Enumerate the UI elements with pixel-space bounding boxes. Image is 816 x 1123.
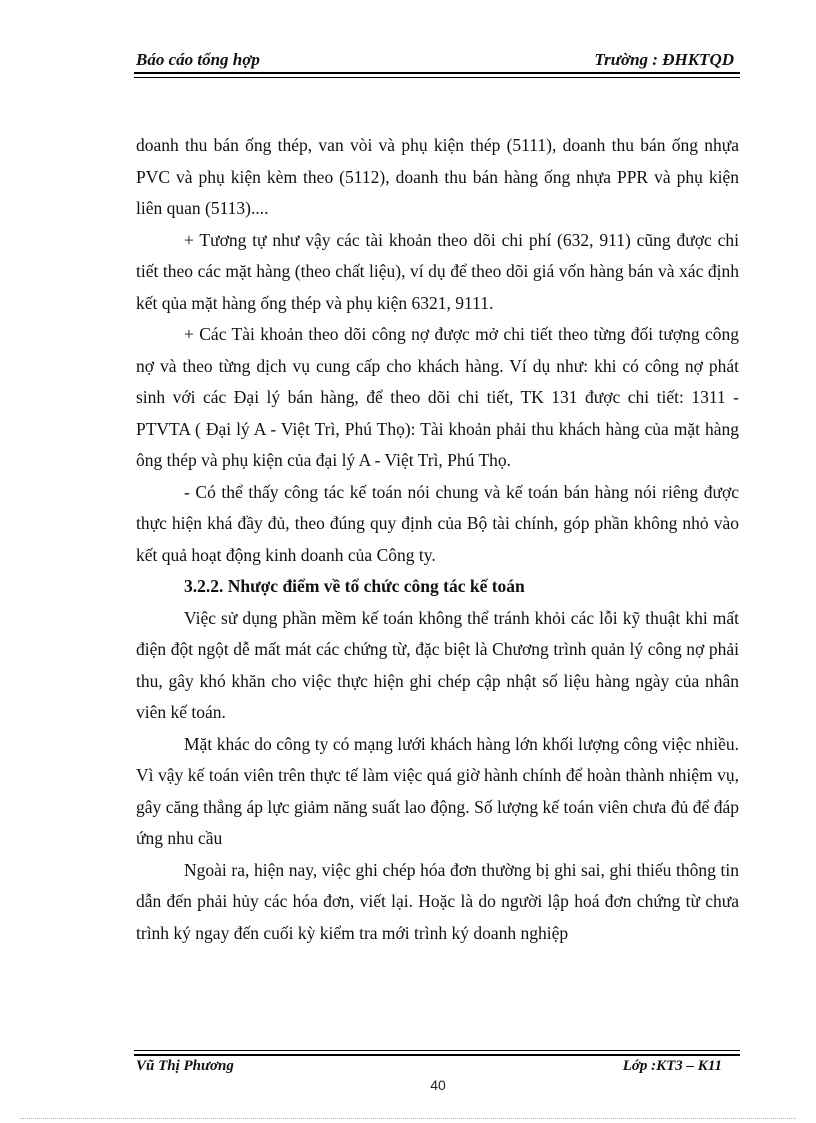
paragraph-summary: - Có thể thấy công tác kế toán nói chung và kế toán bán hàng nói riêng được thực hiện khá đầy đủ, theo đúng quy định của Bộ tài chính, góp phần không nhỏ vào kết quả hoạt động kinh doanh của Công ty. — [136, 481, 739, 565]
header-school: Trường : ĐHKTQD — [594, 50, 734, 69]
header-report-title: Báo cáo tổng hợp — [136, 50, 260, 69]
footer-class: Lớp :KT3 – K11 — [622, 1058, 722, 1074]
paragraph-cost-accounts: + Tương tự như vậy các tài khoản theo dõi chi phí (632, 911) cũng được chi tiết theo các mặt hàng (theo chất liệu), ví dụ để theo dõi giá vốn hàng bán và xác định kết qủa mặt hàng ống thép và phụ kiện 6321, 9111. — [136, 229, 739, 313]
paragraph-software-issues: Việc sử dụng phần mềm kế toán không thể tránh khỏi các lỗi kỹ thuật khi mất điện đột ngột dễ mất mát các chứng từ, đặc biệt là Chương trình quản lý công nợ phải thu, gây khó khăn cho việc thực hiện ghi chép cập nhật số liệu hàng ngày của nhân viên kế toán. — [136, 607, 739, 722]
paragraph-receivable-accounts: + Các Tài khoản theo dõi công nợ được mở chi tiết theo từng đối tượng công nợ và theo từng dịch vụ cung cấp cho khách hàng. Ví dụ như: khi có công nợ phát sinh với các Đại lý bán hàng, để theo dõi chi tiết, TK 131 được chi tiết: 1311 - PTVTA ( Đại lý A - Việt Trì, Phú Thọ): Tài khoản phải thu khách hàng của mặt hàng ông thép và phụ kiện của đại lý A - Việt Trì, Phú Thọ. — [136, 324, 739, 470]
paragraph-invoice-errors: Ngoài ra, hiện nay, việc ghi chép hóa đơn thường bị ghi sai, ghi thiếu thông tin dẫn đến phải hủy các hóa đơn, viết lại. Hoặc là do người lập hoá đơn chứng từ chưa trình ký ngay đến cuối kỳ kiểm tra mới trình ký doanh nghiệp — [136, 859, 739, 943]
footer-author: Vũ Thị Phương — [136, 1058, 234, 1074]
paragraph-workload: Mặt khác do công ty có mạng lưới khách hàng lớn khối lượng công việc nhiều. Vì vậy kế toán viên trên thực tế làm việc quá giờ hành chính để hoàn thành nhiệm vụ, gây căng thẳng áp lực giảm năng suất lao động. Số lượng kế toán viên chưa đủ để đáp ứng nhu cầu — [136, 733, 739, 848]
page-number: 40 — [430, 1077, 446, 1093]
header-rule — [134, 72, 740, 78]
paragraph-continued: doanh thu bán ống thép, van vòi và phụ kiện thép (5111), doanh thu bán ống nhựa PVC và phụ kiện kèm theo (5112), doanh thu bán hàng ống nhựa PPR và phụ kiện liên quan (5113).... — [136, 135, 739, 218]
page-bottom-edge — [20, 1118, 796, 1119]
page-footer — [134, 1056, 740, 1078]
section-heading: 3.2.2. Nhược điểm về tổ chức công tác kế toán — [184, 576, 525, 596]
page-header — [134, 48, 740, 74]
document-body — [136, 130, 739, 949]
